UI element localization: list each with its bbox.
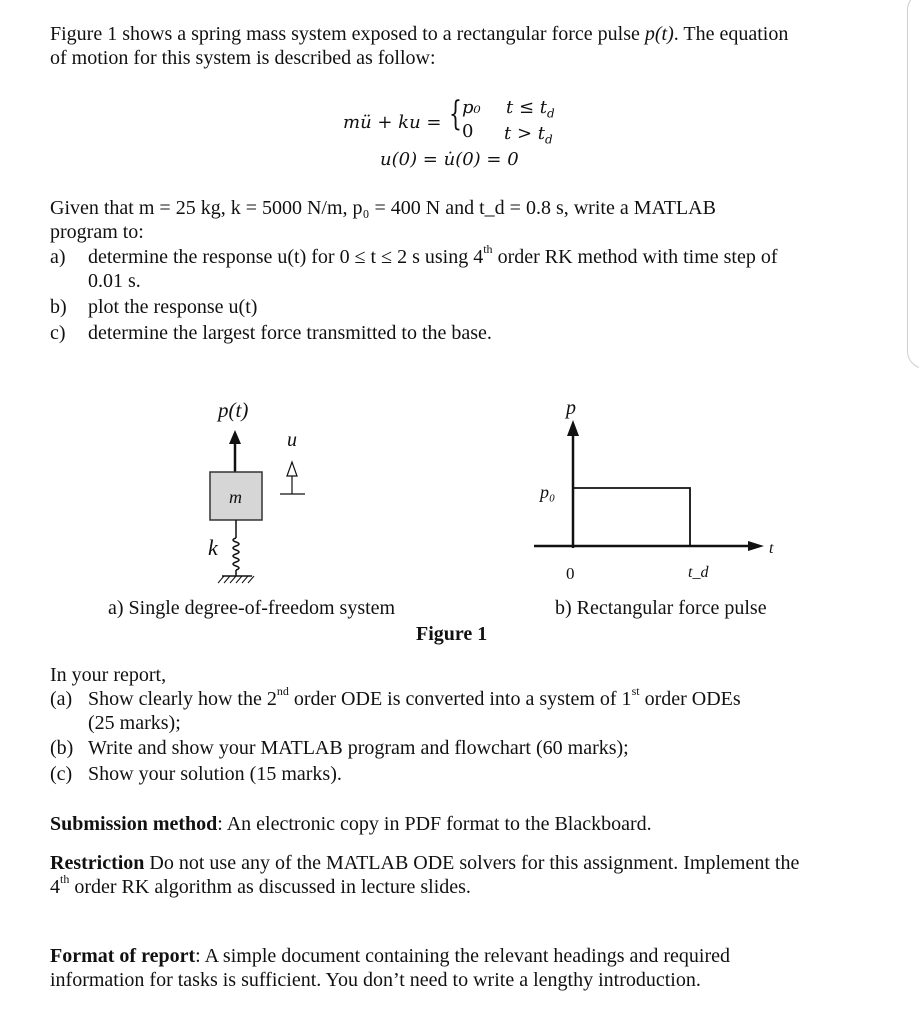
restriction-line-1 [50, 851, 862, 875]
task-a-sup: th [483, 242, 493, 256]
intro-text-end: . The equation [673, 23, 789, 45]
spring-coil [233, 538, 239, 570]
zero-label: 0 [566, 564, 575, 583]
left-caption: a) Single degree-of-freedom system [108, 597, 396, 619]
submission-text: : An electronic copy in PDF format to the Blackboard. [217, 813, 652, 835]
equation-case1-value: p₀ [462, 97, 481, 118]
report-b-label: (b) [50, 737, 74, 759]
force-arrowhead [229, 430, 241, 444]
intro-pt: p(t) [644, 23, 674, 45]
report-a-text-2: order ODE is converted into a system of 1 [288, 688, 632, 710]
report-c-label: (c) [50, 763, 73, 785]
equation-case2-value: 0 [462, 121, 474, 142]
report-item-b [50, 736, 629, 760]
restriction-sup: th [60, 872, 70, 886]
task-a-text-2: order RK method with time step of [492, 246, 778, 268]
case2-cond-text: t > t [504, 123, 545, 144]
report-a-text-3: order ODEs [639, 688, 741, 710]
report-a-sup-2: st [631, 684, 640, 698]
restriction-paragraph [50, 851, 862, 899]
td-label: t_d [688, 564, 709, 581]
task-b-text: plot the response u(t) [88, 296, 258, 318]
intro-line-2: of motion for this system is described as follow: [50, 47, 436, 69]
case1-cond-sub: d [547, 106, 555, 121]
restriction-4: 4 [50, 876, 60, 898]
task-b-label: b) [50, 296, 67, 318]
equation-brace: { [449, 94, 462, 134]
given-paragraph [50, 196, 862, 244]
report-a-continuation: (25 marks); [88, 712, 181, 734]
report-a-label: (a) [50, 688, 73, 710]
spring-label: k [208, 535, 218, 560]
p-axis-label: p [566, 397, 576, 419]
task-b [50, 295, 257, 319]
format-label: Format of report [50, 945, 196, 967]
force-label: p(t) [218, 398, 249, 422]
ground-hatch [218, 576, 254, 583]
t-axis-arrowhead [748, 541, 764, 551]
intro-text: Figure 1 shows a spring mass system exposed to a rectangular force pulse [50, 23, 645, 45]
equation-initial-conditions: u(0) = u̇(0) = 0 [380, 149, 519, 170]
task-a-text: determine the response u(t) for 0 ≤ t ≤ 2 s using 4 [88, 246, 484, 268]
figure-caption: Figure 1 [416, 623, 488, 645]
report-a-sup: nd [276, 684, 289, 698]
task-c-label: c) [50, 322, 66, 344]
given-line-2: program to: [50, 221, 144, 243]
equation-lhs: mü + ku = [343, 112, 442, 133]
t-axis-label: t [769, 540, 774, 557]
restriction-text: Do not use any of the MATLAB ODE solvers for this assignment. Implement the [144, 852, 800, 874]
task-a-continuation: 0.01 s. [88, 270, 141, 292]
report-item-c [50, 762, 342, 786]
restriction-line-2 [50, 872, 862, 899]
format-line-1 [50, 944, 862, 968]
format-text: : A simple document containing the relevant headings and required [195, 945, 730, 967]
mass-label: m [229, 487, 242, 507]
submission-label: Submission method [50, 813, 218, 835]
case2-cond-sub: d [545, 132, 553, 147]
sdof-system-diagram [180, 390, 340, 600]
task-a-label: a) [50, 246, 66, 268]
submission-line [50, 812, 652, 836]
task-a [50, 242, 778, 269]
report-heading: In your report, [50, 664, 167, 686]
report-b-text: Write and show your MATLAB program and flowchart (60 marks); [88, 737, 629, 759]
p-axis-arrowhead [567, 420, 579, 436]
format-paragraph [50, 944, 862, 992]
case1-cond-text: t ≤ t [506, 97, 547, 118]
rectangular-pulse-diagram [520, 410, 790, 560]
task-c [50, 321, 492, 345]
pulse-outline [573, 488, 690, 546]
restriction-text-2: order RK algorithm as discussed in lecture slides. [69, 876, 471, 898]
intro-paragraph [50, 22, 862, 70]
format-line-2: information for tasks is sufficient. You don’t need to write a lengthy introduction. [50, 969, 701, 991]
right-caption: b) Rectangular force pulse [555, 597, 767, 619]
task-c-text: determine the largest force transmitted to the base. [88, 322, 492, 344]
report-a-text: Show clearly how the 2 [88, 688, 277, 710]
intro-line-1 [50, 22, 862, 46]
report-item-a [50, 684, 741, 711]
window-edge [907, 0, 919, 369]
given-line-1: Given that m = 25 kg, k = 5000 N/m, p₀ = 400 N and t_d = 0.8 s, write a MATLAB [50, 197, 716, 219]
restriction-label: Restriction [50, 852, 145, 874]
displacement-label: u [287, 429, 297, 451]
p0-label: p₀ [540, 482, 556, 502]
report-c-text: Show your solution (15 marks). [88, 763, 342, 785]
displacement-arrowhead [287, 462, 297, 476]
